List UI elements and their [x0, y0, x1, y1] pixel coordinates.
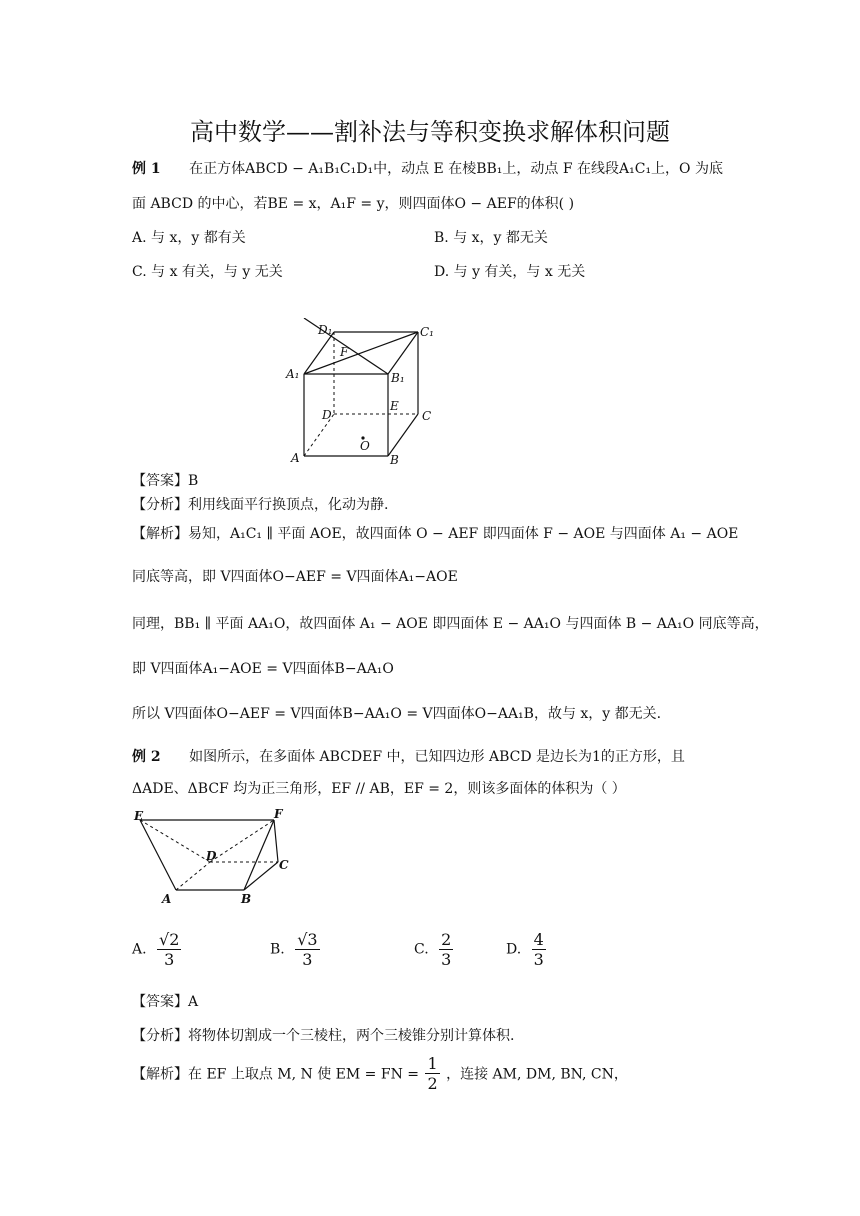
- example-2-option-d: [506, 930, 546, 969]
- label-c: C: [422, 409, 432, 423]
- label-a: A: [291, 451, 300, 465]
- option-b-prefix: B.: [270, 941, 285, 958]
- label-c1: C₁: [420, 325, 434, 339]
- example-2-option-a: [132, 930, 181, 969]
- solution-fraction-denominator: 2: [427, 1074, 438, 1093]
- option-a-denominator: 3: [164, 950, 175, 969]
- example-1-option-d: D. 与 y 有关，与 x 无关: [434, 264, 586, 280]
- example-1-solution-4: 即 V四面体A₁−AOE = V四面体B−AA₁O: [132, 661, 394, 677]
- example-2-line-1: 如图所示，在多面体 ABCDEF 中，已知四边形 ABCD 是边长为1的正方形，且: [189, 749, 685, 765]
- example-1-line-2: 面 ABCD 的中心，若BE = x，A₁F = y，则四面体O − AEF的体积( ): [132, 196, 575, 212]
- example-1-solution-3: 同理，BB₁ ∥ 平面 AA₁O，故四面体 A₁ − AOE 即四面体 E − AA₁O 与四面体 B − AA₁O 同底等高，: [132, 616, 769, 632]
- edge-bc: [244, 862, 278, 890]
- edge-fc: [274, 820, 278, 862]
- example-1-solution-5: 所以 V四面体O−AEF = V四面体B−AA₁O = V四面体O−AA₁B，故与 x，y 都无关.: [132, 706, 662, 722]
- option-b-fraction: [295, 930, 319, 969]
- example-2-solution: [132, 1054, 628, 1093]
- option-a-prefix: A.: [132, 941, 147, 958]
- example-1-solution-1: 【解析】易知，A₁C₁ ∥ 平面 AOE，故四面体 O − AEF 即四面体 F − AOE 与四面体 A₁ − AOE: [132, 526, 739, 542]
- label-e: E: [134, 809, 144, 823]
- example-2-analysis: 【分析】将物体切割成一个三棱柱，两个三棱锥分别计算体积.: [132, 1028, 515, 1044]
- label-o: O: [360, 439, 370, 453]
- example-1-option-b: B. 与 x，y 都无关: [434, 230, 548, 246]
- label-f: F: [274, 807, 283, 821]
- example-1-answer: 【答案】B: [132, 473, 199, 489]
- polyhedron-figure: [128, 806, 298, 906]
- option-c-denominator: 3: [441, 950, 452, 969]
- example-2-option-c: [414, 930, 453, 969]
- option-a-fraction: [157, 930, 181, 969]
- solution-fraction-numerator: 1: [427, 1054, 438, 1073]
- example-1-option-c: C. 与 x 有关，与 y 无关: [132, 264, 283, 280]
- page-title: 高中数学——割补法与等积变换求解体积问题: [190, 118, 670, 146]
- example-2-solution-prefix: 【解析】在 EF 上取点 M, N 使 EM = FN =: [132, 1066, 419, 1083]
- example-2-solution-suffix: ，连接 AM, DM, BN, CN，: [446, 1066, 628, 1083]
- label-b: B: [390, 453, 399, 467]
- cube-figure: [280, 318, 450, 468]
- example-1-line-1: 在正方体ABCD − A₁B₁C₁D₁中，动点 E 在棱BB₁上，动点 F 在线段A₁C₁上，O 为底: [189, 161, 723, 177]
- option-c-numerator: 2: [441, 930, 452, 949]
- label-c: C: [279, 858, 289, 872]
- example-2-solution-fraction: [425, 1054, 439, 1093]
- option-a-numerator: √2: [159, 930, 180, 949]
- label-a1: A₁: [286, 367, 300, 381]
- option-c-fraction: [439, 930, 453, 969]
- diagonal-a1c1: [304, 332, 418, 374]
- example-1-text: [132, 158, 723, 178]
- example-1-solution-2: 同底等高，即 V四面体O−AEF = V四面体A₁−AOE: [132, 569, 458, 585]
- option-d-numerator: 4: [533, 930, 544, 949]
- option-d-fraction: [532, 930, 546, 969]
- option-d-prefix: D.: [506, 941, 522, 958]
- edge-a1d1: [304, 332, 334, 374]
- example-1-option-a: A. 与 x，y 都有关: [132, 230, 246, 246]
- edge-b1c1: [388, 332, 418, 374]
- label-d: D: [322, 408, 332, 422]
- option-c-prefix: C.: [414, 941, 429, 958]
- label-a: A: [162, 892, 172, 906]
- example-2-label: 例 2: [132, 749, 161, 765]
- label-e: E: [390, 399, 399, 413]
- option-d-denominator: 3: [533, 950, 544, 969]
- hidden-edge-ad: [176, 862, 210, 890]
- example-2-text: [132, 746, 685, 766]
- example-2-line-2: ΔADE、ΔBCF 均为正三角形，EF // AB，EF = 2，则该多面体的体积为（ ）: [132, 781, 626, 797]
- option-b-numerator: √3: [297, 930, 318, 949]
- label-d1: D₁: [318, 323, 333, 337]
- edge-bf: [244, 820, 274, 890]
- example-2-answer: 【答案】A: [132, 994, 199, 1010]
- option-b-denominator: 3: [302, 950, 313, 969]
- label-b1: B₁: [391, 371, 405, 385]
- example-2-option-b: [270, 930, 320, 969]
- label-f: F: [340, 345, 349, 359]
- example-1-analysis: 【分析】利用线面平行换顶点，化动为静.: [132, 497, 389, 513]
- label-d: D: [206, 849, 217, 863]
- label-b: B: [241, 892, 252, 906]
- edge-bc: [388, 414, 418, 456]
- example-1-label: 例 1: [132, 161, 161, 177]
